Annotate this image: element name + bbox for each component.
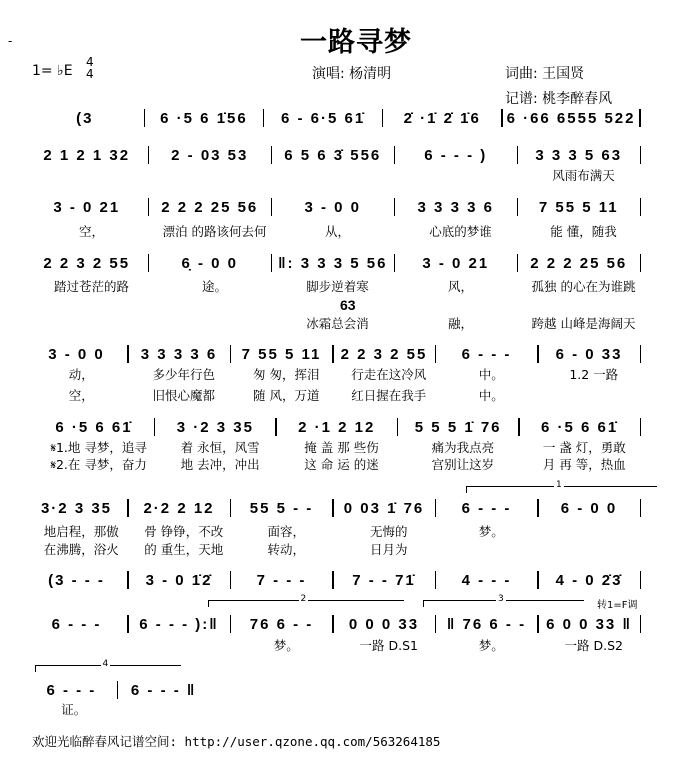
lyric-segment: 能 懂，随我 xyxy=(550,224,617,239)
measure-notes: 6 - - - xyxy=(461,499,512,517)
margin-mark: - xyxy=(8,34,13,48)
lyric-segment xyxy=(276,168,399,183)
time-bottom: 4 xyxy=(86,67,94,81)
measure xyxy=(30,500,123,517)
measure-notes: 3·2 3 35 xyxy=(40,499,113,517)
lyric-segment: 地 去冲，冲出 xyxy=(180,457,260,472)
measure-notes: 3 ·2 3 35 xyxy=(176,418,254,436)
bar-line xyxy=(518,418,520,436)
bar-line xyxy=(640,146,642,164)
staff-row xyxy=(30,253,645,273)
lyric-segment: 在沸腾，浴火 xyxy=(43,542,119,557)
volta-number: 2 xyxy=(300,594,307,604)
measure-notes: 2 2 3 2 55 xyxy=(43,254,131,272)
measure xyxy=(543,572,636,589)
lyric-segment: 宫别让这岁 xyxy=(431,457,495,472)
measure xyxy=(235,572,328,589)
measure-notes: 6̣ - 0 0 xyxy=(181,254,239,272)
volta-number: 4 xyxy=(102,659,109,669)
key-signature: 1= ♭E xyxy=(32,63,73,79)
measure-notes: ‖: 3 3 3 5 56 xyxy=(278,254,388,272)
lyric-segment: 孤独 的心在为谁跳 xyxy=(531,279,636,294)
lyrics-line xyxy=(30,279,645,294)
measure-notes: 3 3 3 5 63 xyxy=(535,146,623,164)
lyric-segment: 月 再 等，热血 xyxy=(542,457,626,472)
lyrics-line xyxy=(30,638,645,653)
staff-row xyxy=(30,344,645,364)
measure xyxy=(38,419,150,436)
measure xyxy=(387,110,497,127)
measure xyxy=(30,572,123,589)
lyric-segment: 心底的梦谁 xyxy=(429,224,492,239)
lyric-segment xyxy=(153,316,276,331)
measure-notes: 2 2 3 2 55 xyxy=(340,345,428,363)
staff-row xyxy=(30,680,205,700)
bar-line xyxy=(117,681,119,699)
lyrics-line xyxy=(30,524,645,539)
measure-notes: (3 - - - xyxy=(48,571,105,589)
lyric-segment xyxy=(543,524,646,539)
measure xyxy=(522,147,636,164)
lyric-segment xyxy=(543,542,646,557)
lyric-segment: 日月为 xyxy=(369,542,408,557)
bar-line xyxy=(230,615,232,633)
lyrics-line xyxy=(38,457,645,472)
lyric-segment xyxy=(153,168,276,183)
measure-notes: 6 ·5 6 1̇56 xyxy=(160,109,248,127)
measure xyxy=(276,255,390,272)
measure xyxy=(235,500,328,517)
lyric-segment xyxy=(30,316,153,331)
measure-notes: 5 5 5 1̇ 76 xyxy=(414,418,502,436)
lyric-segment: 冰霜总会消 xyxy=(306,316,369,331)
measure-notes: 6 - 0 33 xyxy=(555,345,623,363)
lyric-segment: 踏过苍茫的路 xyxy=(53,279,129,294)
measure xyxy=(399,255,513,272)
bar-line xyxy=(640,345,642,363)
measure xyxy=(153,199,267,216)
lyric-segment: 中。 xyxy=(478,388,504,403)
measure xyxy=(522,199,636,216)
lyrics-line xyxy=(30,542,645,557)
bar-line xyxy=(537,499,539,517)
measure-notes: 76 6 - - xyxy=(249,615,314,633)
measure xyxy=(507,110,636,127)
measure xyxy=(133,346,226,363)
volta-number: 3 xyxy=(498,594,504,604)
measure xyxy=(30,682,113,699)
measure-notes: 6 5 6 3̇ 556 xyxy=(284,146,382,164)
volta-bracket xyxy=(423,594,584,607)
bar-line xyxy=(263,109,265,127)
page-title: 一路寻梦 xyxy=(300,27,412,58)
measure-notes: 2·2 2 12 xyxy=(143,499,215,517)
lyric-segment: 的 重生，天地 xyxy=(144,542,224,557)
lyric-segment: 旧恨心魔都 xyxy=(152,388,215,403)
lyrics-line xyxy=(30,168,645,183)
measure-notes: 7 - - 71̇ xyxy=(352,571,416,589)
bar-line xyxy=(154,418,156,436)
measure xyxy=(276,147,390,164)
lyric-segment: 面容， xyxy=(267,524,305,539)
measure-notes: 0 03 1̇ 76 xyxy=(343,499,425,517)
measure-notes: 2̇ ·1̇ 2̇ 1̇6 xyxy=(403,109,481,127)
measure xyxy=(338,500,431,517)
lyric-segment: 中。 xyxy=(478,367,504,382)
measure xyxy=(268,110,378,127)
bar-line xyxy=(640,198,642,216)
measure-notes: 3 - 0 0 xyxy=(48,345,105,363)
lyric-segment: 着 永恒，风雪 xyxy=(180,440,260,455)
bar-line xyxy=(230,499,232,517)
measure-notes: 3 3 3 3 6 xyxy=(417,198,494,216)
measure-notes: 2 ·1 2 12 xyxy=(298,418,376,436)
bar-line xyxy=(435,345,437,363)
lyric-segment xyxy=(118,702,206,717)
lyric-segment: 融， xyxy=(447,316,473,331)
lyric-segment: 一路 D.S1 xyxy=(359,638,418,653)
measure xyxy=(338,616,431,633)
lyric-segment: 𝄋2.在 寻梦，奋力 xyxy=(50,457,147,472)
measure xyxy=(133,572,226,589)
lyric-segment xyxy=(543,388,646,403)
lyrics-line xyxy=(38,440,645,455)
bar-line xyxy=(639,109,641,127)
measure xyxy=(440,616,533,633)
modulation-note: 转1=F调 xyxy=(597,600,638,611)
measure-notes: 7 55 5 11 xyxy=(241,345,322,363)
bar-line xyxy=(517,254,519,272)
measure-notes: 6 - - - ‖ xyxy=(130,681,197,699)
bar-line xyxy=(537,571,539,589)
lyric-segment: 动， xyxy=(68,367,94,382)
bar-line xyxy=(435,571,437,589)
staff-row xyxy=(30,498,645,518)
bar-line xyxy=(537,615,539,633)
staff-row xyxy=(30,614,645,634)
measure-notes: 6 - 0 0 xyxy=(560,499,618,517)
lyric-segment: 一路 D.S2 xyxy=(564,638,623,653)
measure xyxy=(153,255,267,272)
bar-line xyxy=(397,418,399,436)
lyric-segment: 匆 匆，挥泪 xyxy=(253,367,320,382)
lyrics-line xyxy=(30,388,645,403)
measure-notes: 7 - - - xyxy=(256,571,307,589)
lyrics-line xyxy=(30,367,645,382)
measure xyxy=(440,346,533,363)
bar-line xyxy=(271,146,273,164)
transcriber: 记谱: 桃李醉春风 xyxy=(505,91,613,107)
bar-line xyxy=(640,571,642,589)
measure-notes: 6 - - - xyxy=(46,681,97,699)
lyric-segment xyxy=(440,542,543,557)
bar-line xyxy=(332,615,334,633)
alternate-notes: 63 xyxy=(340,297,356,313)
measure xyxy=(543,616,636,633)
lyric-segment xyxy=(399,168,522,183)
lyric-segment: 空， xyxy=(68,388,94,403)
lyric-segment: 梦。 xyxy=(273,638,299,653)
volta-bracket xyxy=(466,480,657,493)
measure xyxy=(402,419,514,436)
lyric-segment: 漂泊 的路该何去何 xyxy=(162,224,267,239)
bar-line xyxy=(332,571,334,589)
measure-notes: 2 2 2 25 56 xyxy=(530,254,628,272)
bar-line xyxy=(517,146,519,164)
bar-line xyxy=(127,499,129,517)
bar-line xyxy=(517,198,519,216)
staff-row xyxy=(30,570,645,590)
lyric-segment: 行走在这冷风 xyxy=(351,367,427,382)
measure-notes: 2 2 2 25 56 xyxy=(161,198,259,216)
bar-line xyxy=(640,254,642,272)
lyric-segment: 证。 xyxy=(61,702,87,717)
bar-line xyxy=(230,345,232,363)
lyric-segment: 多少年行色 xyxy=(152,367,215,382)
measure-notes: (3 xyxy=(76,109,94,127)
bar-line xyxy=(148,146,150,164)
lyric-segment: 痛为我点亮 xyxy=(431,440,495,455)
bar-line xyxy=(640,418,642,436)
measure-notes: 4 - - - xyxy=(461,571,512,589)
staff-row xyxy=(30,197,645,217)
lyric-segment: 无悔的 xyxy=(369,524,408,539)
measure xyxy=(399,199,513,216)
measure xyxy=(338,572,431,589)
measure xyxy=(133,616,226,633)
staff-row xyxy=(30,145,645,165)
measure-notes: 6 0 0 33 ‖ xyxy=(546,615,632,633)
bar-line xyxy=(332,499,334,517)
measure-notes: 2 - 03 53 xyxy=(171,146,249,164)
bar-line xyxy=(382,109,384,127)
bar-line xyxy=(394,198,396,216)
measure-notes: 6 ·5 6 61̇ xyxy=(540,418,619,436)
measure xyxy=(30,346,123,363)
lyric-segment xyxy=(30,168,153,183)
bar-line xyxy=(435,499,437,517)
composer: 词曲: 王国贤 xyxy=(505,66,585,82)
lyric-segment: 𝄋1.地 寻梦，追寻 xyxy=(50,440,147,455)
bar-line xyxy=(640,615,642,633)
lyric-segment: 风， xyxy=(447,279,473,294)
measure xyxy=(543,346,636,363)
measure-notes: 3 3 3 3 6 xyxy=(140,345,218,363)
measure xyxy=(543,500,636,517)
measure xyxy=(30,147,144,164)
lyric-segment: 从， xyxy=(324,224,350,239)
bar-line xyxy=(148,198,150,216)
bar-line xyxy=(394,254,396,272)
lyrics-line xyxy=(30,702,205,717)
measure xyxy=(338,346,431,363)
volta-bracket xyxy=(35,659,181,672)
lyric-segment: 骨 铮铮，不改 xyxy=(144,524,224,539)
measure xyxy=(440,572,533,589)
time-signature xyxy=(86,56,94,80)
measure xyxy=(30,616,123,633)
lyric-segment: 红日握在我手 xyxy=(351,388,427,403)
measure xyxy=(281,419,393,436)
measure-notes: 3 - 0 21 xyxy=(422,254,490,272)
lyric-segment xyxy=(133,638,236,653)
bar-line xyxy=(332,345,334,363)
measure xyxy=(522,255,636,272)
measure xyxy=(276,199,390,216)
lyric-segment: 梦。 xyxy=(478,638,504,653)
measure xyxy=(399,147,513,164)
bar-line xyxy=(640,499,642,517)
lyric-segment: 地启程，那傲 xyxy=(43,524,119,539)
bar-line xyxy=(148,254,150,272)
measure xyxy=(235,346,328,363)
bar-line xyxy=(271,198,273,216)
measure xyxy=(153,147,267,164)
bar-line xyxy=(435,615,437,633)
measure-notes: 6 - - - xyxy=(51,615,102,633)
volta-bracket xyxy=(208,594,404,607)
measure xyxy=(235,616,328,633)
staff-row xyxy=(38,417,645,437)
bar-line xyxy=(537,345,539,363)
lyric-segment: 空， xyxy=(78,224,104,239)
lyric-segment: 跨越 山峰是海阔天 xyxy=(531,316,636,331)
volta-number: 1 xyxy=(556,480,562,490)
lyric-segment xyxy=(30,638,133,653)
singer: 演唱: 杨清明 xyxy=(312,66,392,82)
time-top: 4 xyxy=(86,55,94,69)
measure xyxy=(122,682,205,699)
bar-line xyxy=(271,254,273,272)
measure xyxy=(30,110,140,127)
bar-line xyxy=(127,615,129,633)
measure-notes: 3 - 0 1̇2̇ xyxy=(145,571,213,589)
measure-notes: 6 - - - xyxy=(461,345,512,363)
measure-notes: 6 - - - ):‖ xyxy=(139,615,219,633)
lyric-segment: 途。 xyxy=(201,279,227,294)
measure xyxy=(149,110,259,127)
bar-line xyxy=(127,571,129,589)
measure-notes: 6 ·66 6555 522 xyxy=(506,109,636,127)
measure xyxy=(440,500,533,517)
footer-text: 欢迎光临醉春风记谱空间: http://user.qzone.qq.com/563264185 xyxy=(32,734,441,749)
lyric-segment: 脚步逆着寒 xyxy=(306,279,369,294)
measure-notes: 4 - 0 2̇3̇ xyxy=(555,571,623,589)
lyrics-line xyxy=(30,224,645,239)
measure-notes: 6 ·5 6 61̇ xyxy=(55,418,133,436)
lyric-segment: 梦。 xyxy=(478,524,504,539)
measure-notes: 2 1 2 1 32 xyxy=(43,146,131,164)
lyric-segment: 1.2 一路 xyxy=(569,367,619,382)
bar-line xyxy=(144,109,146,127)
lyrics-line xyxy=(30,316,645,331)
measure xyxy=(30,199,144,216)
lyric-segment: 风雨布满天 xyxy=(552,168,615,183)
measure-notes: 3 - 0 21 xyxy=(53,198,121,216)
lyric-segment: 一 盏 灯，勇敢 xyxy=(542,440,626,455)
bar-line xyxy=(275,418,277,436)
measure-notes: 0 0 0 33 xyxy=(348,615,420,633)
lyric-segment: 随 风，万道 xyxy=(253,388,320,403)
measure-notes: 55 5 - - xyxy=(249,499,314,517)
measure-notes: ‖ 76 6 - - xyxy=(446,615,527,633)
lyric-segment: 这 命 运 的迷 xyxy=(304,457,379,472)
measure xyxy=(30,255,144,272)
measure xyxy=(133,500,226,517)
measure-notes: 3 - 0 0 xyxy=(304,198,362,216)
lyric-segment: 转动， xyxy=(267,542,305,557)
measure-notes: 7 55 5 11 xyxy=(538,198,619,216)
bar-line xyxy=(127,345,129,363)
measure xyxy=(159,419,271,436)
measure xyxy=(524,419,636,436)
measure-notes: 6 - 6·5 61̇ xyxy=(280,109,366,127)
staff-row xyxy=(30,108,645,128)
measure-notes: 6 - - - ) xyxy=(424,146,488,164)
bar-line xyxy=(394,146,396,164)
bar-line xyxy=(501,109,503,127)
bar-line xyxy=(230,571,232,589)
lyric-segment: 掩 盖 那 些伤 xyxy=(304,440,379,455)
